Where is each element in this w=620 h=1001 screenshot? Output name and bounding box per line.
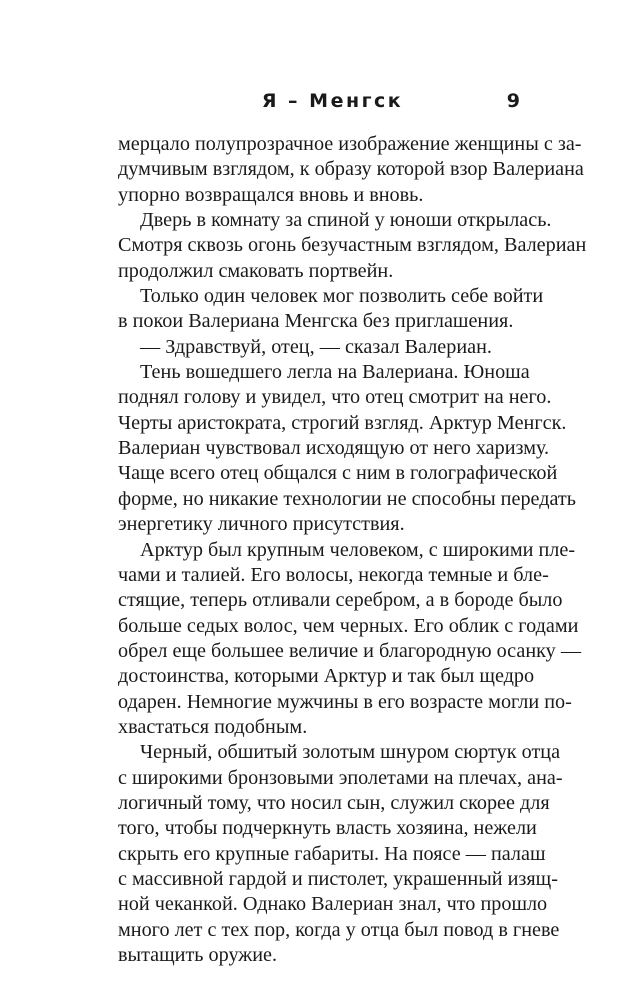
text-line: форме, но никакие технологии не способны передать	[118, 487, 576, 510]
text-line: больше седых волос, чем черных. Его облик с годами	[118, 614, 579, 637]
text-line: Валериан чувствовал исходящую от него харизму.	[118, 437, 550, 460]
text-line: одарен. Немногие мужчины в его возрасте могли по-	[118, 690, 572, 713]
text-line: Черный, обшитый золотым шнуром сюртук отца	[140, 741, 561, 764]
page-number: 9	[506, 90, 520, 112]
text-line: скрыть его крупные габариты. На поясе — палаш	[118, 842, 546, 865]
text-line: того, чтобы подчеркнуть власть хозяина, нежели	[118, 817, 537, 840]
text-line: Арктур был крупным человеком, с широкими пле-	[140, 538, 576, 561]
text-line: много лет с тех пор, когда у отца был повод в гневе	[118, 918, 560, 941]
text-line: с широкими бронзовыми эполетами на плечах, ана-	[118, 766, 563, 789]
running-title: Я – Менгск	[261, 90, 404, 112]
text-line: энергетику личного присутствия.	[118, 513, 405, 536]
body-text	[118, 132, 587, 968]
text-line: Чаще всего отец общался с ним в голографической	[118, 462, 558, 485]
text-line: чами и талией. Его волосы, некогда темные и бле-	[118, 563, 549, 586]
text-line: Только один человек мог позволить себе войти	[140, 285, 544, 308]
text-line: достоинства, которыми Арктур и так был щедро	[118, 665, 535, 688]
text-line: логичный тому, что носил сын, служил скорее для	[118, 791, 550, 814]
text-line: стящие, теперь отливали серебром, а в бороде было	[118, 589, 563, 612]
text-line: Дверь в комнату за спиной у юноши открылась.	[140, 209, 552, 232]
text-line: думчивым взглядом, к образу которой взор Валериана	[118, 158, 584, 181]
text-line: Смотря сквозь огонь безучастным взглядом, Валериан	[118, 234, 587, 257]
text-line: в покои Валериана Менгска без приглашения.	[118, 310, 514, 333]
text-line: поднял голову и увидел, что отец смотрит на него.	[118, 386, 552, 409]
text-line: — Здравствуй, отец, — сказал Валериан.	[140, 335, 492, 358]
text-line: ной чеканкой. Однако Валериан знал, что прошло	[118, 893, 548, 916]
text-line: Тень вошедшего легла на Валериана. Юноша	[140, 361, 530, 384]
text-line: упорно возвращался вновь и вновь.	[118, 183, 424, 206]
text-line: вытащить оружие.	[118, 944, 278, 966]
text-line: с массивной гардой и пистолет, украшенный изящ-	[118, 867, 558, 890]
text-line: хвастаться подобным.	[118, 715, 308, 738]
text-line: мерцало полупрозрачное изображение женщины с за-	[118, 133, 582, 155]
text-line: Черты аристократа, строгий взгляд. Арктур Менгск.	[118, 411, 567, 434]
page-header	[145, 88, 520, 114]
text-line: продолжил смаковать портвейн.	[118, 259, 394, 282]
text-line: обрел еще большее величие и благородную осанку —	[118, 639, 582, 662]
